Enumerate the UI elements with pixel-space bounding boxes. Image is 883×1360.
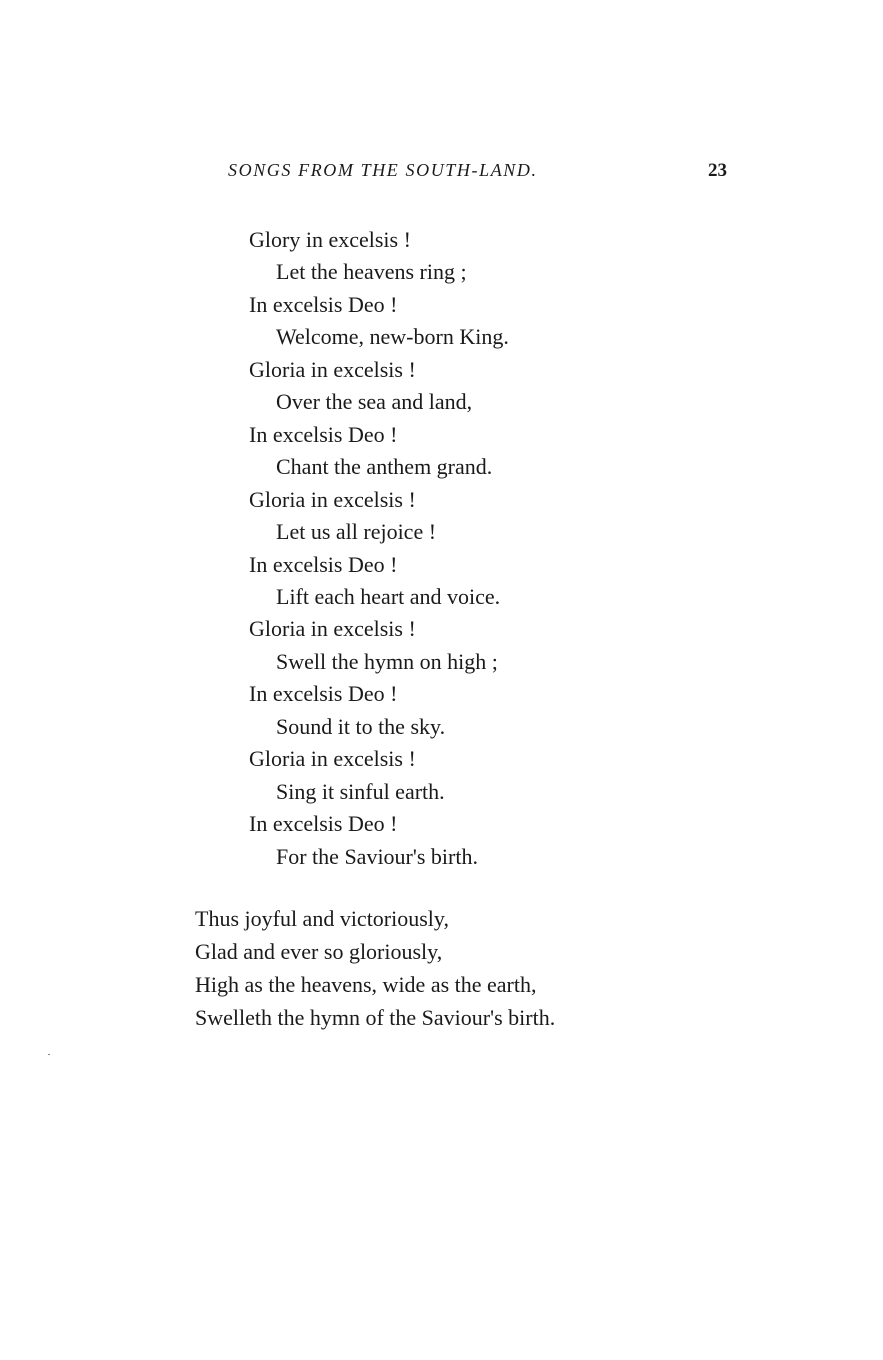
chorus-response-line: For the Saviour's birth. bbox=[276, 843, 478, 869]
chorus-refrain-line: Gloria in excelsis ! bbox=[249, 746, 416, 772]
closing-stanza bbox=[195, 902, 555, 1034]
chorus-response-line: Lift each heart and voice. bbox=[276, 583, 501, 609]
print-speck bbox=[48, 1054, 50, 1055]
chorus-refrain-line: In excelsis Deo ! bbox=[249, 291, 398, 317]
chorus-refrain-line: In excelsis Deo ! bbox=[249, 551, 398, 577]
stanza-line: Glad and ever so gloriously, bbox=[195, 939, 443, 964]
chorus-response-line: Let us all rejoice ! bbox=[276, 519, 437, 545]
stanza-line: High as the heavens, wide as the earth, bbox=[195, 972, 537, 997]
chorus-response-line: Let the heavens ring ; bbox=[276, 259, 467, 285]
stanza-line: Thus joyful and victoriously, bbox=[195, 906, 449, 931]
stanza-line: Swelleth the hymn of the Saviour's birth. bbox=[195, 1005, 556, 1030]
page-number: 23 bbox=[708, 160, 727, 181]
chorus-response-line: Swell the hymn on high ; bbox=[276, 648, 498, 674]
running-title: SONGS FROM THE SOUTH-LAND. bbox=[228, 160, 538, 180]
chorus-refrain-line: Gloria in excelsis ! bbox=[249, 616, 416, 642]
chorus-refrain-line: In excelsis Deo ! bbox=[249, 421, 398, 447]
chorus-response-line: Over the sea and land, bbox=[276, 389, 473, 415]
chorus-refrain-line: Gloria in excelsis ! bbox=[249, 356, 416, 382]
chorus-response-line: Sing it sinful earth. bbox=[276, 778, 445, 804]
chorus-response-line: Chant the anthem grand. bbox=[276, 454, 493, 480]
chorus-response-line: Sound it to the sky. bbox=[276, 713, 446, 739]
chorus-response-line: Welcome, new-born King. bbox=[276, 324, 509, 350]
chorus-refrain-line: Glory in excelsis ! bbox=[249, 227, 411, 252]
chorus-refrain-line: In excelsis Deo ! bbox=[249, 811, 398, 837]
chorus-refrain-line: Gloria in excelsis ! bbox=[249, 486, 416, 512]
chorus-refrain-line: In excelsis Deo ! bbox=[249, 681, 398, 707]
